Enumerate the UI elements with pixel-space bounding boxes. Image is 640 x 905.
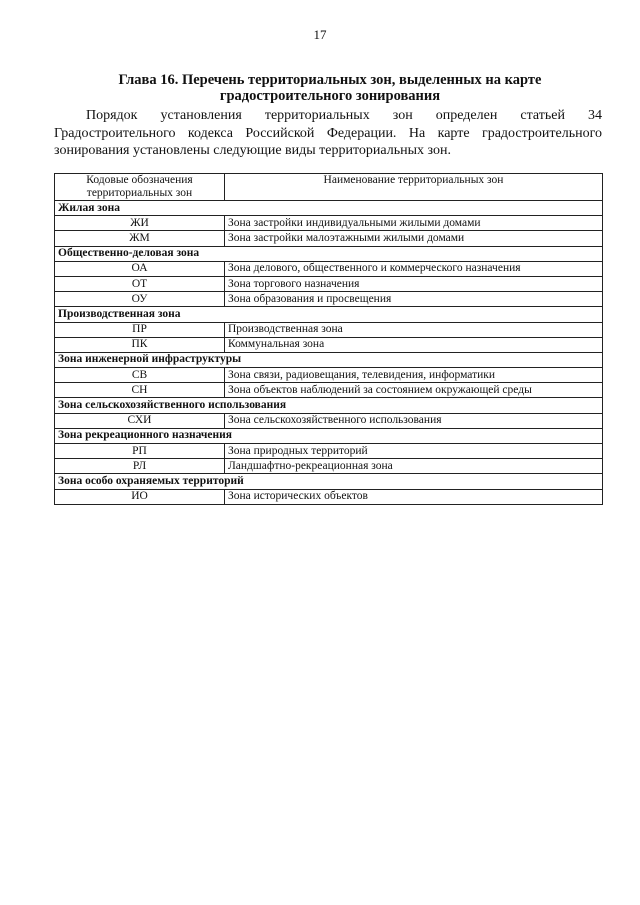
zone-name: Зона застройки малоэтажными жилыми домами bbox=[225, 231, 603, 246]
table-row bbox=[55, 383, 603, 398]
intro-paragraph: Порядок установления территориальных зон определен статьей 34 Градостроительного кодекса Российской Федерации. На карте градостроительного зонирования установлены следующие виды территориальных зон. bbox=[54, 108, 602, 158]
group-title: Зона рекреационного назначения bbox=[55, 428, 603, 443]
table-row bbox=[55, 337, 603, 352]
table-header-row bbox=[55, 174, 603, 201]
group-row bbox=[55, 352, 603, 367]
zone-code: СВ bbox=[55, 368, 225, 383]
zone-name: Коммунальная зона bbox=[225, 337, 603, 352]
zone-code: ПК bbox=[55, 337, 225, 352]
table-row bbox=[55, 216, 603, 231]
table-row bbox=[55, 489, 603, 504]
group-title: Общественно-деловая зона bbox=[55, 246, 603, 261]
group-row bbox=[55, 246, 603, 261]
zone-name: Зона сельскохозяйственного использования bbox=[225, 413, 603, 428]
table-row bbox=[55, 459, 603, 474]
table-row bbox=[55, 261, 603, 276]
group-row bbox=[55, 398, 603, 413]
zone-name: Производственная зона bbox=[225, 322, 603, 337]
group-title: Жилая зона bbox=[55, 201, 603, 216]
zone-code: ЖМ bbox=[55, 231, 225, 246]
table-row bbox=[55, 413, 603, 428]
zone-code: ЖИ bbox=[55, 216, 225, 231]
table-row bbox=[55, 368, 603, 383]
zone-name: Зона природных территорий bbox=[225, 444, 603, 459]
group-title: Производственная зона bbox=[55, 307, 603, 322]
table-row bbox=[55, 231, 603, 246]
zone-name: Зона застройки индивидуальными жилыми домами bbox=[225, 216, 603, 231]
header-name: Наименование территориальных зон bbox=[225, 174, 603, 201]
chapter-heading bbox=[60, 72, 600, 104]
group-row bbox=[55, 201, 603, 216]
group-title: Зона инженерной инфраструктуры bbox=[55, 352, 603, 367]
zone-code: ИО bbox=[55, 489, 225, 504]
zone-name: Зона исторических объектов bbox=[225, 489, 603, 504]
zone-code: РЛ bbox=[55, 459, 225, 474]
zone-code: ОУ bbox=[55, 292, 225, 307]
table-row bbox=[55, 292, 603, 307]
zone-code: СХИ bbox=[55, 413, 225, 428]
zone-code: РП bbox=[55, 444, 225, 459]
zone-name: Зона образования и просвещения bbox=[225, 292, 603, 307]
zone-code: ОА bbox=[55, 261, 225, 276]
group-row bbox=[55, 428, 603, 443]
zone-code: ОТ bbox=[55, 276, 225, 291]
zone-code: СН bbox=[55, 383, 225, 398]
zone-code: ПР bbox=[55, 322, 225, 337]
zone-name: Зона связи, радиовещания, телевидения, информатики bbox=[225, 368, 603, 383]
zones-body bbox=[55, 201, 603, 505]
header-code: Кодовые обозначения территориальных зон bbox=[55, 174, 225, 201]
table-row bbox=[55, 444, 603, 459]
table-row bbox=[55, 322, 603, 337]
table-row bbox=[55, 276, 603, 291]
zones-table bbox=[54, 173, 603, 505]
zone-name: Зона делового, общественного и коммерческого назначения bbox=[225, 261, 603, 276]
group-row bbox=[55, 307, 603, 322]
chapter-heading-line1: Глава 16. Перечень территориальных зон, выделенных на карте bbox=[118, 72, 542, 88]
chapter-heading-line2: градостроительного зонирования bbox=[219, 88, 441, 104]
zone-name: Ландшафтно-рекреационная зона bbox=[225, 459, 603, 474]
zone-name: Зона объектов наблюдений за состоянием окружающей среды bbox=[225, 383, 603, 398]
group-title: Зона сельскохозяйственного использования bbox=[55, 398, 603, 413]
zone-name: Зона торгового назначения bbox=[225, 276, 603, 291]
group-row bbox=[55, 474, 603, 489]
page-number: 17 bbox=[313, 27, 327, 42]
group-title: Зона особо охраняемых территорий bbox=[55, 474, 603, 489]
